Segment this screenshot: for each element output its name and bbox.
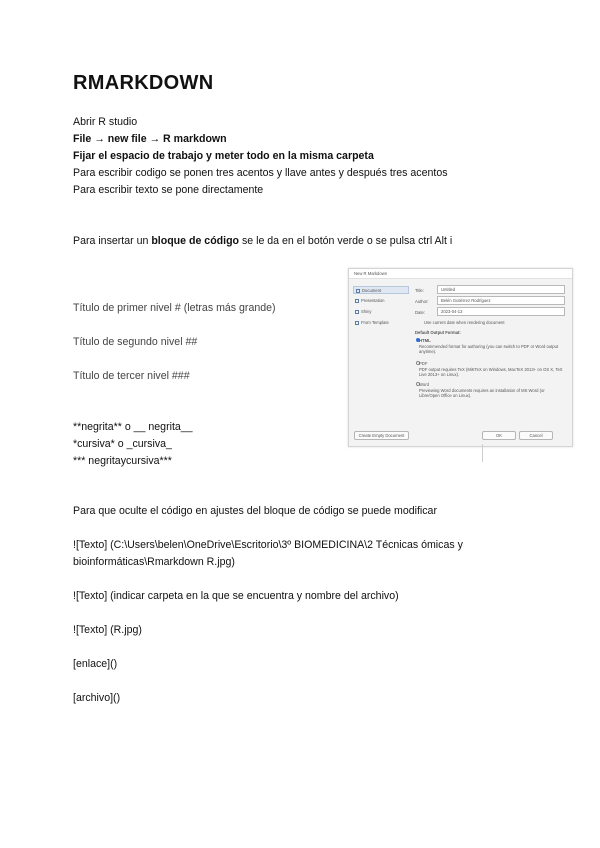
author-label: Author: [415, 299, 429, 304]
nav-document-label: Document [362, 288, 382, 293]
new-rmarkdown-dialog-screenshot [348, 268, 573, 447]
italic-syntax: *cursiva* o _cursiva_ [73, 438, 172, 450]
presentation-icon [355, 299, 359, 303]
dialog-titlebar [349, 269, 572, 279]
format-heading: Default Output Format: [415, 330, 461, 335]
nav-shiny[interactable] [353, 308, 409, 316]
line-code-instructions: Para escribir codigo se ponen tres acentos y llave antes y después tres acentos [73, 167, 448, 179]
shiny-icon [355, 310, 359, 314]
author-field[interactable]: Belén Gutiérrez Rodríguez [437, 296, 565, 305]
image-folder-note: ![Texto] (indicar carpeta en la que se encuentra y nombre del archivo) [73, 590, 399, 602]
date-label: Date: [415, 310, 426, 315]
template-icon [355, 321, 359, 325]
pdf-option-label: PDF [419, 361, 428, 366]
nav-shiny-label: Shiny [361, 309, 372, 314]
word-option-desc: Previewing Word documents requires an installation of MS Word (or Libre/Open Office on Linux). [419, 388, 545, 398]
heading-level-1: Título de primer nivel # (letras más grande) [73, 302, 276, 314]
line-text-instructions: Para escribir texto se pone directamente [73, 184, 264, 196]
hide-code-note: Para que oculte el código en ajustes del bloque de código se puede modificar [73, 505, 437, 517]
cancel-button[interactable]: Cancel [519, 431, 553, 440]
nav-presentation-label: Presentation [361, 298, 385, 303]
line-workspace: Fijar el espacio de trabajo y meter todo en la misma carpeta [73, 150, 374, 162]
word-option-label: Word [419, 382, 429, 387]
ok-button[interactable]: OK [482, 431, 516, 440]
image-relative: ![Texto] (R.jpg) [73, 624, 142, 636]
html-option-desc: Recommended format for authoring (you can switch to PDF or Word output anytime). [419, 344, 559, 354]
pdf-option-desc: PDF output requires TeX (MiKTeX on Windows, MacTeX 2013+ on OS X, TeX Live 2013+ on Linux). [419, 367, 563, 377]
date-field[interactable]: 2023-04-13 [437, 307, 565, 316]
title-field[interactable]: Untitled [437, 285, 565, 294]
insert-part-2: se le da en el botón verde o se pulsa ctrl Alt i [239, 235, 453, 247]
create-empty-document-button[interactable]: Create Empty Document [354, 431, 409, 440]
title-label: Title: [415, 288, 424, 293]
line-new-file: File → new file → R markdown [73, 133, 227, 145]
bold-syntax: **negrita** o __ negrita__ [73, 421, 193, 433]
image-path-line-2: bioinformáticas\Rmarkdown R.jpg) [73, 556, 235, 568]
dialog-title: New R Markdown [354, 271, 388, 276]
line-open-rstudio: Abrir R studio [73, 116, 138, 128]
date-checkbox-label[interactable]: Use current date when rendering document [424, 320, 505, 325]
insert-part-bold: bloque de código [151, 235, 240, 247]
heading-level-2: Título de segundo nivel ## [73, 336, 198, 348]
document-icon [356, 289, 360, 293]
nav-from-template[interactable] [353, 319, 409, 327]
line-insert-code-block [73, 235, 452, 248]
file-syntax: [archivo]() [73, 692, 121, 704]
image-path-line-1: ![Texto] (C:\Users\belen\OneDrive\Escritorio\3º BIOMEDICINA\2 Técnicas ómicas y [73, 539, 463, 551]
link-syntax: [enlace]() [73, 658, 118, 670]
insert-part-1: Para insertar un [73, 235, 152, 247]
html-option-label: HTML [419, 338, 431, 343]
nav-template-label: From Template [361, 320, 389, 325]
bolditalic-syntax: *** negritaycursiva*** [73, 455, 172, 467]
heading-level-3: Título de tercer nivel ### [73, 370, 190, 382]
nav-document[interactable] [353, 286, 409, 294]
page-title: RMARKDOWN [73, 72, 214, 94]
divider [482, 444, 483, 462]
nav-presentation[interactable] [353, 297, 409, 305]
dialog-sidebar [353, 281, 413, 431]
